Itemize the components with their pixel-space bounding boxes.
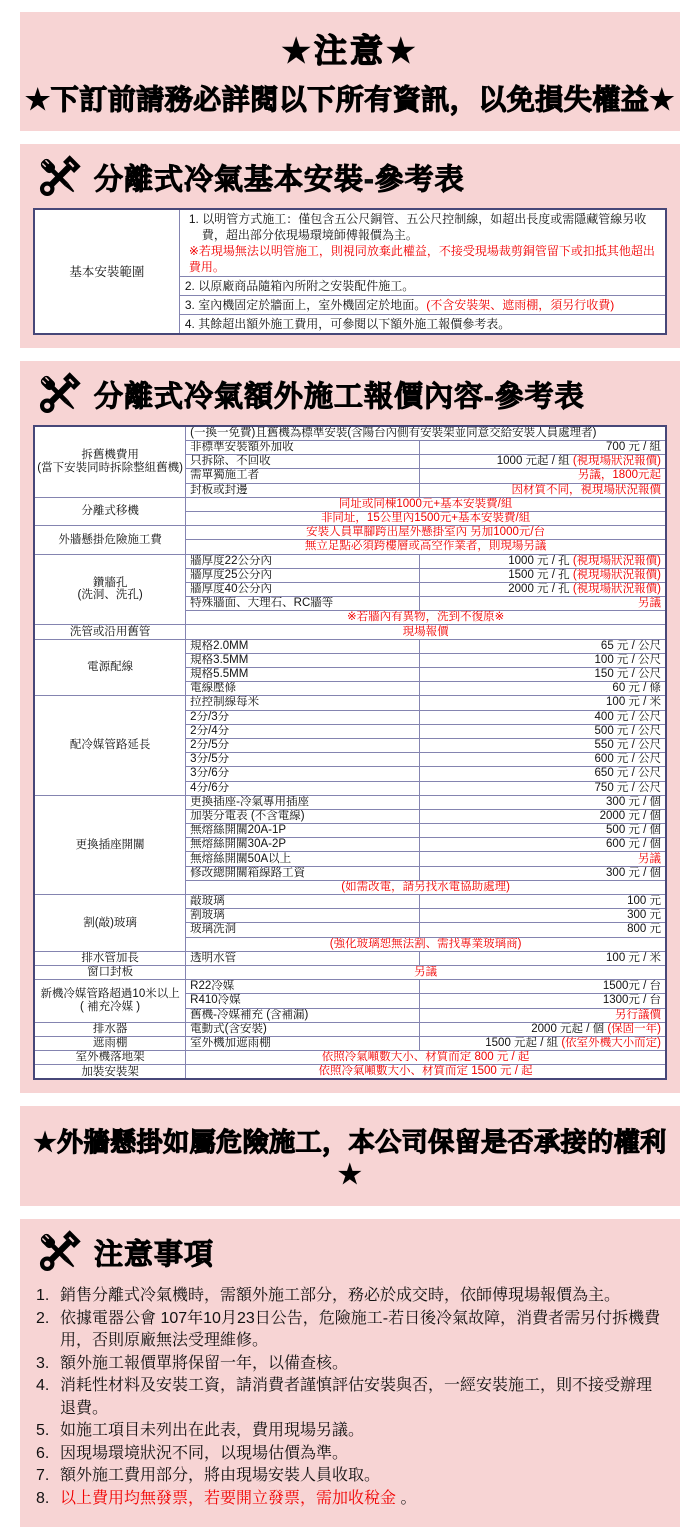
- price-cell: [420, 568, 667, 582]
- price-cell: [420, 753, 667, 767]
- item-cell: 更換插座-冷氣專用插座: [186, 795, 420, 809]
- note-text: 消耗性材料及安裝工資，請消費者謹慎評估安裝與否，一經安裝施工，則不接受辦理退費。: [60, 1377, 653, 1417]
- merged-cell: 依照冷氣噸數大小、材質而定 800 元 / 起: [186, 1051, 666, 1065]
- note-text: 額外施工費用部分，將由現場安裝人員收取。: [60, 1467, 381, 1485]
- price-note: 另議，1800元起: [577, 469, 661, 482]
- price-cell: [420, 781, 667, 795]
- price-text: 500 元 / 公尺: [594, 724, 661, 737]
- tools-icon: [33, 1226, 85, 1278]
- merged-cell: (強化玻璃恕無法割、需找專業玻璃商): [186, 937, 666, 951]
- price-cell: [420, 653, 667, 667]
- item-cell: 舊機-冷媒補充 (含補漏): [186, 1008, 420, 1022]
- merged-cell: 同址或同棟1000元+基本安裝費/組: [186, 497, 666, 511]
- price-text: 1500 元 / 孔: [508, 568, 573, 581]
- note-number: 2.: [36, 1309, 50, 1327]
- price-note: 另行議價: [615, 1008, 661, 1021]
- price-cell: [420, 483, 667, 497]
- price-cell: [420, 824, 667, 838]
- note-number: 8.: [36, 1489, 50, 1507]
- basic-item-cell: [179, 315, 666, 335]
- price-note: (視現場狀況報價): [572, 582, 661, 595]
- price-text: 2000 元起 / 個: [531, 1022, 608, 1035]
- group-label-cell: 更換插座開關: [34, 795, 186, 894]
- group-sublabel: (洗洞、洗孔): [77, 589, 143, 602]
- price-cell: [420, 923, 667, 937]
- basic-install-title: 分離式冷氣基本安裝-參考表: [94, 163, 465, 196]
- basic-item-note: (不含安裝架、遮雨棚，須另行收費): [426, 298, 615, 312]
- group-label-cell: 外牆懸掛危險施工費: [34, 526, 186, 554]
- table-row: [34, 1065, 666, 1080]
- price-text: 1500元 / 台: [602, 980, 661, 993]
- danger-notice-banner: [20, 1106, 680, 1206]
- item-cell: 牆厚度40公分內: [186, 582, 420, 596]
- price-text: 2000 元 / 孔: [508, 582, 573, 595]
- price-cell: [420, 639, 667, 653]
- price-text: 1300元 / 台: [602, 994, 661, 1007]
- group-label-cell: [34, 980, 186, 1023]
- price-note: 因材質不同，視現場狀況報價: [511, 483, 661, 496]
- basic-item-text: 1. 以明管方式施工：僅包含五公尺銅管、五公尺控制線，如超出長度或需隱藏管線另收費，超出部分依現場環境師傅報價為主。: [188, 212, 647, 242]
- price-note: (視現場狀況報價): [572, 554, 661, 567]
- price-cell: [420, 895, 667, 909]
- price-cell: [420, 469, 667, 483]
- price-text: 400 元 / 公尺: [594, 710, 661, 723]
- price-text: 65 元 / 公尺: [600, 639, 661, 652]
- group-label-cell: 配冷媒管路延長: [34, 696, 186, 795]
- group-label-cell: 洗管或沿用舊管: [34, 625, 186, 639]
- item-cell: 無熔絲開關20A-1P: [186, 824, 420, 838]
- price-note: 另議: [638, 597, 661, 610]
- price-text: 2000 元 / 個: [599, 809, 661, 822]
- merged-cell: 依照冷氣噸數大小、材質而定 1500 元 / 起: [186, 1065, 666, 1080]
- note-number: 5.: [36, 1422, 50, 1440]
- item-cell: 電動式(含安裝): [186, 1022, 420, 1036]
- price-cell: [420, 441, 667, 455]
- price-cell: [420, 838, 667, 852]
- danger-notice-text: ★外牆懸掛如屬危險施工，本公司保留是否承接的權利★: [33, 1127, 667, 1190]
- item-cell: 只拆除、不回收: [186, 455, 420, 469]
- group-label-cell: 室外機落地架: [34, 1051, 186, 1065]
- table-row: [34, 1051, 666, 1065]
- basic-install-header: [33, 146, 667, 208]
- price-cell: [420, 980, 667, 994]
- price-cell: [420, 696, 667, 710]
- top-notice-banner: [20, 12, 680, 131]
- basic-item-cell: [179, 296, 666, 315]
- item-cell: 電線壓條: [186, 682, 420, 696]
- price-cell: [420, 994, 667, 1008]
- group-sublabel: (當下安裝同時拆除整組舊機): [37, 461, 183, 474]
- price-cell: [420, 710, 667, 724]
- price-text: 100 元 / 米: [606, 951, 661, 964]
- note-item: [36, 1488, 664, 1511]
- price-text: 100 元 / 米: [606, 696, 661, 709]
- notes-list: [33, 1283, 667, 1514]
- notes-header: [33, 1221, 667, 1283]
- merged-cell: (一換一免費)且舊機為標準安裝(含陽台內側有安裝架並同意交給安裝人員處理者): [186, 426, 666, 441]
- item-cell: 3分/5分: [186, 753, 420, 767]
- price-note: (依室外機大小而定): [561, 1036, 661, 1049]
- note-red-text: 以上費用均無發票，若要開立發票，需加收稅金: [60, 1489, 397, 1507]
- note-number: 1.: [36, 1287, 50, 1305]
- item-cell: 牆厚度25公分內: [186, 568, 420, 582]
- merged-cell: 現場報價: [186, 625, 666, 639]
- item-cell: 特殊牆面、大理石、RC牆等: [186, 597, 420, 611]
- quote-section: [20, 361, 680, 1093]
- item-cell: 室外機加遮雨棚: [186, 1036, 420, 1050]
- item-cell: 規格2.0MM: [186, 639, 420, 653]
- group-label-cell: [34, 426, 186, 497]
- basic-item-cell: [179, 277, 666, 296]
- notice-subtitle: ★下訂前請務必詳閱以下所有資訊，以免損失權益★: [25, 84, 675, 115]
- note-item: [36, 1420, 664, 1443]
- item-cell: 敲玻璃: [186, 895, 420, 909]
- item-cell: 加裝分電表 (不含電線): [186, 809, 420, 823]
- group-label-cell: 加裝安裝架: [34, 1065, 186, 1080]
- price-cell: [420, 951, 667, 965]
- item-cell: 修改總開關箱線路工資: [186, 866, 420, 880]
- price-cell: [420, 668, 667, 682]
- tools-icon: [33, 368, 85, 420]
- price-text: 650 元 / 公尺: [594, 767, 661, 780]
- merged-cell: 非同址，15公里內1500元+基本安裝費/組: [186, 511, 666, 525]
- price-note: (保固一年): [607, 1022, 661, 1035]
- group-label-cell: [34, 554, 186, 625]
- quote-title: 分離式冷氣額外施工報價內容-參考表: [94, 380, 585, 413]
- price-cell: [420, 582, 667, 596]
- quote-table: [33, 425, 667, 1080]
- table-row: [34, 526, 666, 540]
- notes-title: 注意事項: [94, 1238, 215, 1271]
- note-tail: 。: [396, 1489, 417, 1507]
- basic-install-section: [20, 144, 680, 348]
- item-cell: 2分/4分: [186, 724, 420, 738]
- table-row: [34, 426, 666, 441]
- price-note: (視現場狀況報價): [572, 568, 661, 581]
- quote-header: [33, 363, 667, 425]
- price-cell: [420, 866, 667, 880]
- item-cell: 3分/6分: [186, 767, 420, 781]
- price-text: 1000 元 / 孔: [508, 554, 573, 567]
- group-label-cell: 排水器: [34, 1022, 186, 1036]
- note-text: 額外施工報價單將保留一年，以備查核。: [60, 1354, 349, 1372]
- note-text: 銷售分離式冷氣機時，需額外施工部分，務必於成交時，依師傅現場報價為主。: [60, 1287, 621, 1305]
- price-text: 500 元 / 個: [606, 824, 661, 837]
- table-row: [34, 895, 666, 909]
- table-row: [34, 625, 666, 639]
- merged-cell: 另議: [186, 965, 666, 979]
- group-label-cell: 分離式移機: [34, 497, 186, 525]
- group-label: 鑽牆孔: [92, 576, 128, 589]
- table-row: [34, 951, 666, 965]
- note-text: 依據電器公會 107年10月23日公告，危險施工-若日後冷氣故障，消費者需另付拆機費用，否則原廠無法受理維修。: [60, 1309, 661, 1350]
- price-cell: [420, 809, 667, 823]
- price-cell: [420, 1036, 667, 1050]
- item-cell: 透明水管: [186, 951, 420, 965]
- price-cell: [420, 554, 667, 568]
- item-cell: 規格5.5MM: [186, 668, 420, 682]
- basic-item-note: ※若現場無法以明管施工，則視同放棄此權益，不接受現場裁剪銅管留下或扣抵其他超出費用。: [188, 244, 655, 274]
- price-cell: [420, 795, 667, 809]
- basic-item-text: 2. 以原廠商品隨箱內所附之安裝配件施工。: [184, 279, 415, 293]
- basic-scope-label: 基本安裝範圍: [34, 209, 179, 334]
- table-row: [34, 554, 666, 568]
- group-label-cell: 窗口封板: [34, 965, 186, 979]
- price-text: 1000 元起 / 組: [496, 455, 573, 468]
- price-cell: [420, 852, 667, 866]
- notice-title: ★注意★: [281, 32, 419, 69]
- note-text: [60, 1488, 664, 1511]
- price-note: (視現場狀況報價): [572, 455, 661, 468]
- item-cell: 無熔絲開關30A-2P: [186, 838, 420, 852]
- price-text: 600 元 / 公尺: [594, 753, 661, 766]
- group-label-cell: 遮雨棚: [34, 1036, 186, 1050]
- basic-item-cell: [179, 209, 666, 277]
- table-row: [34, 639, 666, 653]
- note-number: 3.: [36, 1354, 50, 1372]
- note-item: [36, 1285, 664, 1308]
- note-item: [36, 1465, 664, 1488]
- note-number: 7.: [36, 1467, 50, 1485]
- price-text: 300 元: [627, 909, 661, 922]
- merged-cell: (如需改電，請另找水電協助處理): [186, 880, 666, 894]
- price-text: 100 元: [627, 895, 661, 908]
- price-cell: [420, 1008, 667, 1022]
- price-text: 800 元: [627, 923, 661, 936]
- item-cell: R22冷媒: [186, 980, 420, 994]
- price-cell: [420, 767, 667, 781]
- price-text: 600 元 / 個: [606, 838, 661, 851]
- item-cell: 無熔絲開關50A以上: [186, 852, 420, 866]
- table-row: [34, 696, 666, 710]
- item-cell: 2分/3分: [186, 710, 420, 724]
- item-cell: 2分/5分: [186, 738, 420, 752]
- price-text: 300 元 / 個: [606, 866, 661, 879]
- basic-install-table: [33, 208, 667, 335]
- table-row: [34, 1022, 666, 1036]
- price-text: 750 元 / 公尺: [594, 781, 661, 794]
- merged-cell: 無立足點必須跨樓層或高空作業者，則現場另議: [186, 540, 666, 554]
- note-item: [36, 1308, 664, 1353]
- group-sublabel: ( 補充冷媒 ): [80, 1000, 141, 1013]
- item-cell: 需單獨施工者: [186, 469, 420, 483]
- table-row: [34, 497, 666, 511]
- note-number: 6.: [36, 1444, 50, 1462]
- item-cell: 非標準安裝額外加收: [186, 441, 420, 455]
- price-text: 60 元 / 條: [612, 682, 661, 695]
- notes-section: [20, 1219, 680, 1527]
- price-text: 700 元 / 組: [606, 441, 661, 454]
- basic-item-text: 3. 室內機固定於牆面上，室外機固定於地面。: [184, 298, 427, 312]
- group-label-cell: 電源配線: [34, 639, 186, 696]
- price-text: 100 元 / 公尺: [594, 653, 661, 666]
- group-label-cell: 割(敲)玻璃: [34, 895, 186, 952]
- price-cell: [420, 597, 667, 611]
- note-item: [36, 1375, 664, 1420]
- note-text: 如施工項目未列出在此表，費用現場另議。: [60, 1422, 365, 1440]
- note-number: 4.: [36, 1377, 50, 1395]
- price-note: 另議: [638, 852, 661, 865]
- item-cell: 4分/6分: [186, 781, 420, 795]
- table-row: [34, 980, 666, 994]
- merged-cell: 安裝人員單腳跨出屋外懸掛室內 另加1000元/台: [186, 526, 666, 540]
- group-label: 新機冷媒管路超過10米以上: [40, 988, 180, 1001]
- price-text: 300 元 / 個: [606, 795, 661, 808]
- price-cell: [420, 455, 667, 469]
- price-cell: [420, 682, 667, 696]
- table-row: [34, 965, 666, 979]
- tools-icon: [33, 151, 85, 203]
- merged-cell: ※若牆內有異物，洗到不復原※: [186, 611, 666, 625]
- note-text: 因現場環境狀況不同，以現場估價為準。: [60, 1444, 349, 1462]
- price-cell: [420, 724, 667, 738]
- item-cell: R410冷媒: [186, 994, 420, 1008]
- note-item: [36, 1443, 664, 1466]
- group-label: 拆舊機費用: [81, 449, 139, 462]
- item-cell: 割玻璃: [186, 909, 420, 923]
- price-cell: [420, 909, 667, 923]
- price-cell: [420, 738, 667, 752]
- basic-item-text: 4. 其餘超出額外施工費用，可參閱以下額外施工報價參考表。: [184, 317, 511, 331]
- table-row: [34, 1036, 666, 1050]
- group-label-cell: 排水管加長: [34, 951, 186, 965]
- price-text: 1500 元起 / 組: [485, 1036, 562, 1049]
- note-item: [36, 1353, 664, 1376]
- item-cell: 牆厚度22公分內: [186, 554, 420, 568]
- price-text: 550 元 / 公尺: [594, 739, 661, 752]
- item-cell: 封板或封邊: [186, 483, 420, 497]
- item-cell: 規格3.5MM: [186, 653, 420, 667]
- table-row: [34, 795, 666, 809]
- item-cell: 玻璃洗洞: [186, 923, 420, 937]
- price-text: 150 元 / 公尺: [594, 668, 661, 681]
- item-cell: 拉控制線每米: [186, 696, 420, 710]
- table-row: [34, 209, 666, 277]
- price-cell: [420, 1022, 667, 1036]
